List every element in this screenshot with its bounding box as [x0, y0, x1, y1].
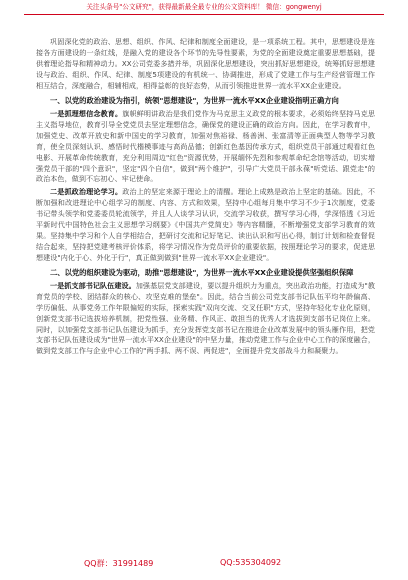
paragraph-lead: 二是抓政治理论学习。 — [50, 187, 123, 197]
body-paragraph — [36, 187, 375, 264]
document-body — [36, 37, 375, 359]
body-paragraph — [36, 281, 375, 358]
paragraph-text: 加强基层党支部建设，要以提升组织力为重点，突出政治功能，打造成为"教育党员的学校、团结群众的核心、攻坚克难的堡垒"。因此，结合当前公司党支部书记队伍平均年龄偏高、学历偏低、从事党务工作年限偏短的实际，探索实践"双向交流、交叉任职"方式，坚持年轻化专业化原则，创新党支部书记选拔培养机制，把党性强、业务精、作风正、敢担当的优秀人才选拔到支部书记岗位上来。同时，以加强党支部书记队伍建设为抓手，充分发挥党支部书记在推进企业改革发展中的领头雁作用，把党支部书记队伍建设成为"世界一流水平XX企业建设"的中坚力量，推动党建工作与企业中心工作的深度融合，做到党支部工作与企业中心工作的"两手抓、两不误、两促进"，全面提升党支部战斗力和凝聚力。 — [36, 280, 375, 356]
banner-divider — [24, 14, 384, 15]
body-paragraph — [36, 109, 375, 186]
paragraph-text: 一、以党的政治建设为指引，统领"思想建设"，为世界一流水平XX企业建设指明正确方向 — [50, 95, 339, 105]
paragraph-text: 旗帜鲜明讲政治是我们党作为马克思主义政党的根本要求，必须始终坚持马克思主义指导地位，教育引导全党党员去坚定理想信念，确保党的建设正确的政治方向。因此，在学习教育中，加强党史、改革开放史和新中国史的学习教育，加强对焦裕禄、杨善洲、张富清等正面典型人物等学习教育，使全员深刻认识、感悟时代楷模事迹与高尚品德；创新红色基因传承方式，组织党员干部通过观看红色电影、开展革命传统教育，充分利用周边"红色"资源优势，开展缅怀先烈和参观革命纪念馆等活动，切实增强党员干部的"四个意识"，坚定"四个自信"，做到"两个维护"，引导广大党员干部永葆"听党话、跟党走"的政治本色，做到不忘初心、牢记使命。 — [36, 108, 376, 184]
body-paragraph — [36, 37, 375, 92]
paragraph-lead: 一是抓理想信念教育。 — [50, 108, 123, 118]
section-heading — [36, 95, 375, 106]
qq-group-text: QQ群：31991489 — [84, 559, 154, 568]
paragraph-lead: 一是抓支部书记队伍建设。 — [50, 280, 136, 290]
promo-banner: 关注头条号"公文研究"，获得最新最全最专业的公文资料库！ 微信：gongwenyj — [86, 3, 322, 11]
section-heading — [36, 267, 375, 278]
paragraph-text: 巩固深化党的政治、思想、组织、作风、纪律和制度全面建设，是一项系统工程。其中，思想建设是连接各方面建设的一条红线，是融入党的建设各个环节的先导性要素，为党的全面建设奠定重要思想基础，提供着理论指导和精神动力。XX公司党委多措并举，巩固深化思想建设，突出抓好思想建设，统筹抓好思想建设与政治、组织、作风、纪律、制度5项建设的有机统一、协调推进，形成了党建工作与生产经营管理工作相互结合，深度融合，相辅相成，相得益彰的良好态势，从而引领推进世界一流水平XX企业建设。 — [36, 37, 375, 90]
qq-number-text: QQ:535304092 — [220, 558, 282, 567]
paragraph-text: 二、以党的组织建设为驱动，助推"思想建设"，为世界一流水平XX企业建设提供坚强组织保障 — [50, 267, 354, 277]
paragraph-text: 政治上的坚定来源于理论上的清醒。理论上成熟是政治上坚定的基础。因此，不断加强和改进理论中心组学习的制度、内容、方式和效果，坚持中心组每月集中学习不少于1次制度，党委书记带头领学和党委委员轮流领学，并且人人谈学习认识，交流学习收获，撰写学习心得，学深悟透《习近平新时代中国特色社会主义思想学习纲要》《中国共产党简史》等内容精髓，不断增强党支部学习教育的效果。坚持集中学习和个人自学相结合，把研讨交流和记好笔记、读出认识和写出心得，制订计划和检查督促结合起来，坚持把党建考核评价体系，将学习情况作为党员评价的重要依据，按照理论学习的要求，促进思想建设"内化于心、外化于行"，真正做到做到"世界一流水平XX企业建设"。 — [36, 187, 376, 262]
